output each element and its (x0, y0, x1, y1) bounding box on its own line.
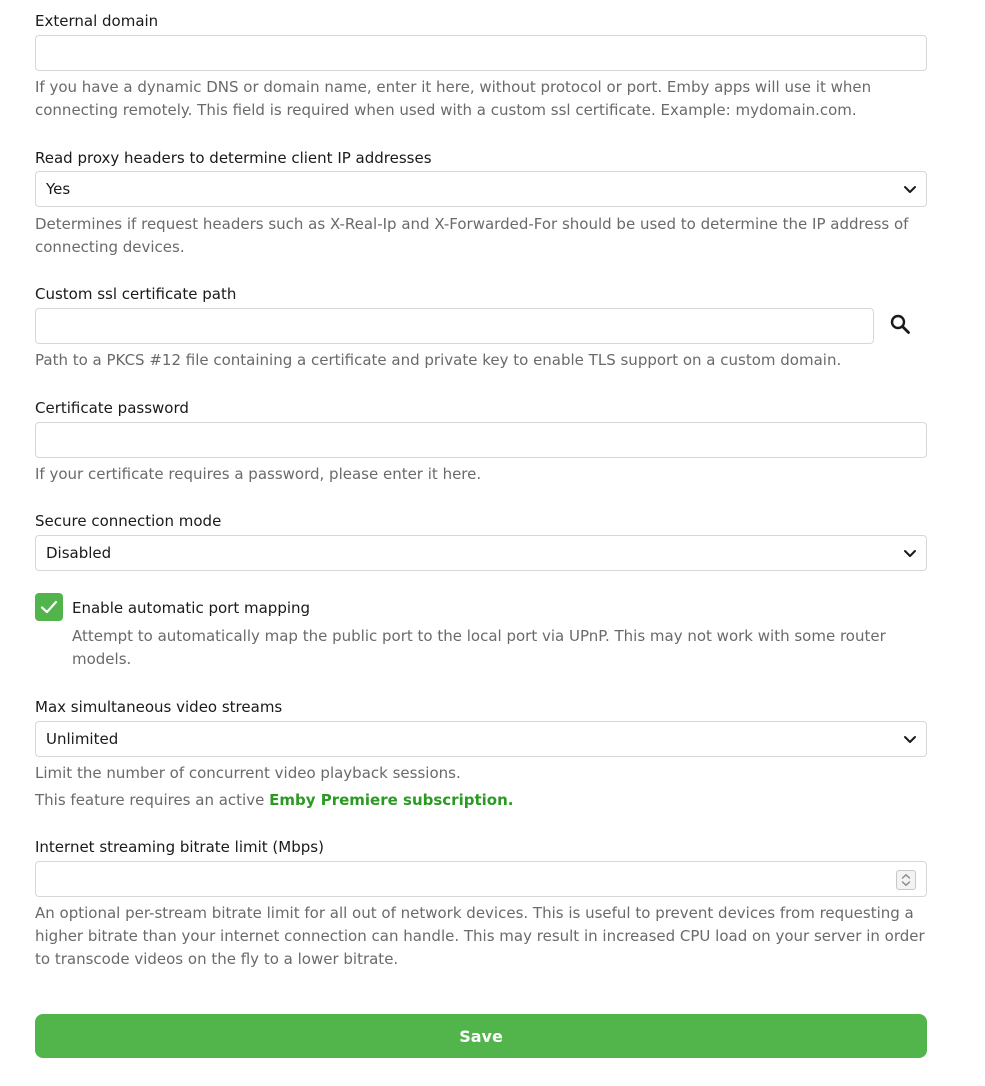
premiere-suffix: . (507, 791, 514, 809)
external-domain-label: External domain (35, 12, 159, 30)
save-button[interactable]: Save (35, 1014, 927, 1058)
cert-password-help: If your certificate requires a password, please enter it here. (35, 465, 482, 483)
proxy-headers-label: Read proxy headers to determine client IP addresses (35, 149, 432, 167)
cert-password-input[interactable] (35, 422, 927, 458)
premiere-prefix: This feature requires an active (35, 791, 270, 809)
chevron-down-icon (902, 545, 918, 561)
port-mapping-label[interactable]: Enable automatic port mapping (72, 599, 311, 617)
number-spinner[interactable] (896, 870, 916, 890)
max-streams-label: Max simultaneous video streams (35, 698, 283, 716)
secure-mode-value: Disabled (46, 544, 112, 562)
max-streams-value: Unlimited (46, 730, 119, 748)
premiere-notice (35, 789, 927, 812)
ssl-path-input[interactable] (35, 308, 874, 344)
cert-password-label: Certificate password (35, 399, 189, 417)
external-domain-help: If you have a dynamic DNS or domain name, enter it here, without protocol or port. Emby apps will use it when connecting remotely. This field is required when used with a custom ssl certificate. Example: mydomain.com. (35, 78, 872, 119)
bitrate-limit-input[interactable] (35, 861, 927, 897)
spinner-arrows-icon (897, 871, 915, 889)
bitrate-limit-help: An optional per-stream bitrate limit for all out of network devices. This is useful to prevent devices from requesting a higher bitrate than your internet connection can handle. This may result in increased CPU load on your server in order to transcode videos on the fly to a lower bitrate. (35, 904, 925, 968)
secure-mode-select[interactable] (35, 535, 927, 571)
proxy-headers-select[interactable] (35, 171, 927, 207)
chevron-down-icon (902, 731, 918, 747)
port-mapping-help: Attempt to automatically map the public port to the local port via UPnP. This may not work with some router models. (72, 627, 886, 668)
chevron-down-icon (902, 181, 918, 197)
bitrate-limit-label: Internet streaming bitrate limit (Mbps) (35, 838, 324, 856)
proxy-headers-help: Determines if request headers such as X-Real-Ip and X-Forwarded-For should be used to determine the IP address of connecting devices. (35, 215, 909, 256)
proxy-headers-value: Yes (46, 180, 71, 198)
secure-mode-label: Secure connection mode (35, 512, 222, 530)
ssl-path-label: Custom ssl certificate path (35, 285, 237, 303)
premiere-subscription-link[interactable]: Emby Premiere subscription (269, 791, 508, 809)
max-streams-select[interactable] (35, 721, 927, 757)
port-mapping-checkbox[interactable] (35, 593, 63, 621)
search-icon[interactable] (888, 312, 912, 336)
ssl-path-help: Path to a PKCS #12 file containing a certificate and private key to enable TLS support on a custom domain. (35, 351, 842, 369)
max-streams-help: Limit the number of concurrent video playback sessions. (35, 764, 461, 782)
external-domain-input[interactable] (35, 35, 927, 71)
checkmark-icon (40, 598, 58, 616)
